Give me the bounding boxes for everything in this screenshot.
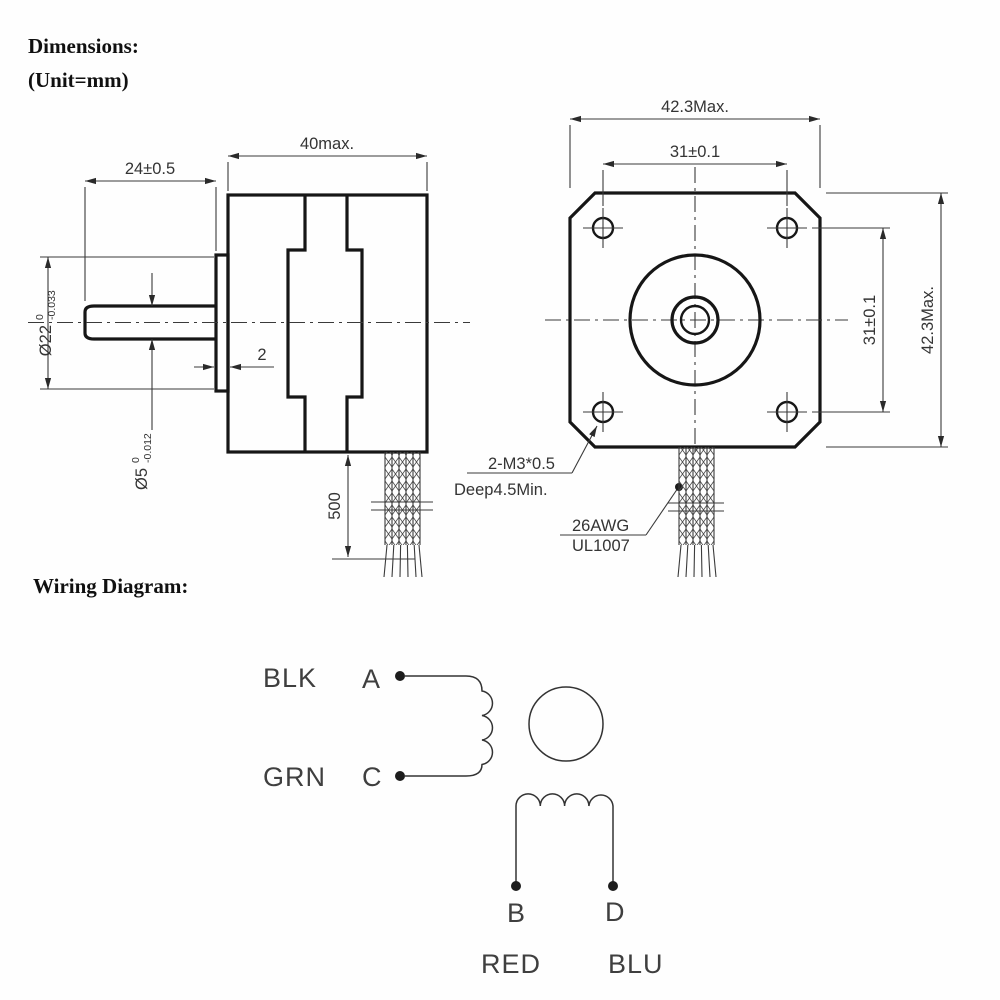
wiring-diagram <box>33 574 664 979</box>
side-lead-wire-bundle <box>371 452 433 577</box>
mounting-hole-callout-line1: 2-M3*0.5 <box>488 455 555 473</box>
dim-body-length-text: 40max. <box>299 135 355 153</box>
mounting-hole-bottom-left <box>583 392 623 432</box>
terminal-c-label: C <box>362 762 383 792</box>
mounting-hole-top-left <box>583 208 623 248</box>
dim-body-length <box>228 135 427 191</box>
page-title: Dimensions: <box>28 34 139 58</box>
dim-boss-thickness <box>194 346 274 367</box>
mounting-hole-top-right <box>767 208 807 248</box>
dim-boss-diameter-value: Ø22 <box>37 325 55 357</box>
coil-phase-ac <box>405 676 492 776</box>
dim-overall-width-text: 42.3Max. <box>661 98 729 116</box>
front-lead-wire-bundle <box>668 447 724 577</box>
wire-color-blk: BLK <box>263 663 318 693</box>
terminal-a-label: A <box>362 664 382 694</box>
rotor-channel-left <box>288 197 305 451</box>
side-view <box>28 135 470 577</box>
terminal-d-dot <box>608 881 618 891</box>
wire-color-grn: GRN <box>263 762 326 792</box>
coil-phase-bd <box>516 794 613 884</box>
wire-color-blu: BLU <box>608 949 664 979</box>
dim-shaft-diameter-tol-lower: -0.012 <box>142 433 154 463</box>
terminal-a-dot <box>395 671 405 681</box>
motor-body-outline <box>228 195 427 452</box>
dim-boss-thickness-text: 2 <box>257 346 267 364</box>
terminal-b-label: B <box>507 898 527 928</box>
dim-hole-spacing-horizontal-text: 31±0.1 <box>669 143 721 161</box>
dim-boss-diameter-tol-upper: 0 <box>34 314 46 320</box>
mounting-hole-bottom-right <box>767 392 807 432</box>
page-subtitle: (Unit=mm) <box>28 68 129 92</box>
lead-wire-callout-line1: 26AWG <box>572 517 630 535</box>
front-view <box>454 98 948 577</box>
rotor-channel-right <box>347 197 362 451</box>
dim-shaft-diameter-value: Ø5 <box>133 468 151 491</box>
wiring-diagram-title: Wiring Diagram: <box>33 574 189 598</box>
wire-color-red: RED <box>481 949 542 979</box>
dim-lead-length-text: 500 <box>326 492 344 520</box>
mounting-hole-callout-line2: Deep4.5Min. <box>454 481 548 499</box>
wire-ends <box>384 545 422 577</box>
mounting-hole-callout <box>454 426 597 499</box>
lead-wire-callout-line2: UL1007 <box>572 537 630 555</box>
terminal-b-dot <box>511 881 521 891</box>
dim-hole-spacing-vertical-text: 31±0.1 <box>861 294 879 346</box>
terminal-c-dot <box>395 771 405 781</box>
dim-shaft-length-text: 24±0.5 <box>124 160 176 178</box>
dim-overall-height-text: 42.3Max. <box>919 286 937 354</box>
lead-wire-callout <box>560 483 683 555</box>
rotor-circle <box>529 687 603 761</box>
dim-shaft-diameter-tol-upper: 0 <box>130 457 142 463</box>
dim-boss-diameter-tol-lower: -0.033 <box>46 290 58 320</box>
dim-shaft-length <box>85 160 216 301</box>
dim-hole-spacing-vertical <box>812 228 890 412</box>
terminal-d-label: D <box>605 897 626 927</box>
wire-ends <box>678 545 716 577</box>
